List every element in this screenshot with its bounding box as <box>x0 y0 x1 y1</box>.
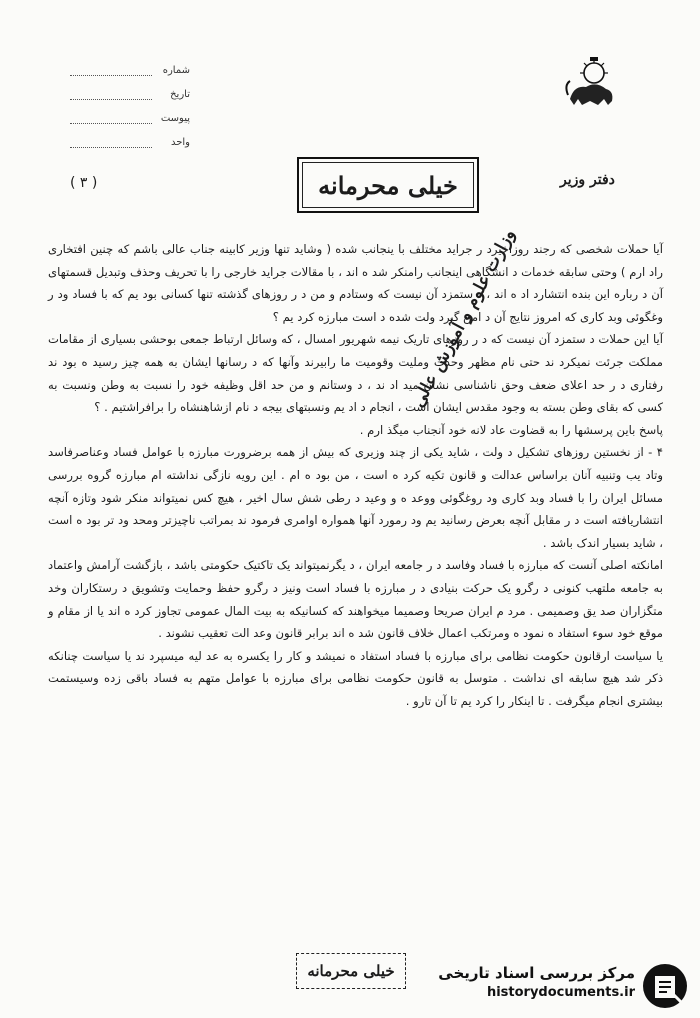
paragraph: یا سیاست ارقانون حکومت نظامی برای مبارزه با فساد استفاد ه نمیشد و کار را یکسره به عد لیه میسپرد ند یا سیاست چنانکه ذکر شد هیچ سابقه ای نداشت . متوسل به قانون حکومت نظامی برای مبارزه با عوامل متهم به فساد باقی زده وسیستمت بیشتری انجام میگرفت . تا اینکار را کرد یم تا آن تارو . <box>48 648 663 708</box>
field-dots <box>70 65 152 76</box>
archive-watermark <box>420 958 695 1014</box>
paragraph: امانکته اصلی آنست که مبارزه با فساد وفاسد د ر جامعه ایران ، د یگرنمیتواند یک تاکتیک حکومتی باشد ، بازگشت آرامش واعتماد به جامعه ملتهب کنونی د رگرو یک حرکت بنیادی د ر مبارزه با فساد است ونیز د رگرو حفظ وحمایت وتشویق د رستکاران وخد متگزاران صد یق وصمیمی . مرد م ایران صریحا وصمیما میخواهند که کسانیکه به بیت المال عمومی تجاوز کرد ه اند یا از مقام و موقع خود سوء استفاد ه نمود ه ومرتکب اعمال خلاف قانون شد ه اند برابر قانون وعد الت تعقیب نشوند . <box>48 558 663 641</box>
classification-stamp-bottom: خیلی محرمانه <box>296 953 406 989</box>
archive-logo-icon <box>641 962 689 1010</box>
watermark-title: مرکز بررسی اسناد تاریخی <box>438 964 635 982</box>
paragraph: پاسخ باین پرسشها را به قضاوت عاد لانه خود آنجناب میگذ ارم . <box>359 422 663 437</box>
watermark-text <box>438 964 635 1000</box>
paragraph: آیا حملات شخصی که رجند روزاخیرد ر جراید مختلف با ینجانب شده ( وشاید تنها وزیر کابینه جناب عالی باشم که چنین افتخاری راد ارم ) وحتی سابقه خدمات د انشگاهی اینجانب رامنکر شد ه اند ، با مقالات جراید خارجی را با تحریف وحذف وتبدیل قسمتهای آن د رباره این بنده انتشارد اد ه اند ، د ستمزد آن نیست که وستادم و من د ر روزهای گذشته تنها کسانی بود یم که با فساد ود ر وغگوئی وبد کاری که امروز نتایج آن د امن گیرد ولت شده د است مبارزه کرد یم ؟ <box>48 242 663 324</box>
field-label: پیوست <box>160 112 190 124</box>
field-dots <box>70 113 152 124</box>
watermark-url: historydocuments.ir <box>486 985 635 1000</box>
ministry-name: وزارت علوم و آموزش عالی <box>408 226 520 411</box>
office-name: دفتر وزیر <box>560 172 615 188</box>
lion-and-sun-emblem-icon <box>560 55 620 115</box>
field-label: شماره <box>162 64 190 76</box>
field-label: تاریخ <box>170 88 190 100</box>
field-label: واحد <box>170 136 190 148</box>
field-dots <box>70 89 152 100</box>
field-unit <box>70 130 190 154</box>
field-dots <box>70 137 152 148</box>
letter-body <box>48 238 663 712</box>
paragraph: ۴ - از نخستین روزهای تشکیل د ولت ، شاید یکی از چند وزیری که بیش از همه برضرورت مبارزه با عوامل فساد وعناصرفاسد وتاد یب وتنبیه آنان براساس عدالت و قانون تکیه کرد ه است ، من بود ه ام . این رویه نازگی نداشته ام مبارزه گروه بررسی مسائل ایران را با فساد وبد کاری ود روغگوئی ووعد ه و وعید د رطی شش سال اخیر ، هیچ کس نمیتواند منکر شود وتازه آنچه انتشاریافته است د ر مقابل آنچه بعرض رسانید یم ود رمورد آنها همواره اوامری فرمود ند بمراتب ناچیزتر ومحد ود تر بود ه است ، شاید بسیار اندک باشد . <box>48 445 663 550</box>
field-number <box>70 58 190 82</box>
page-number: ( ۳ ) <box>70 175 98 191</box>
field-date <box>70 82 190 106</box>
paragraph: آیا این حملات د ستمزد آن نیست که د ر روزهای تاریک نیمه شهریور امسال ، که وسائل ارتباط جمعی بوحشی بسیاری از مقامات مملکت جرئت نمیکرد ند حتی نام مظهر وحدت وملیت وقومیت ما رابیرند وآنها که د رسانها ایشان به همه چیز رسید ه بود ند رفتاری د ر حد اعلای ضعف وحق ناشناسی نشان مید اد ند ، د وستانم و من حد اقل وظیفه خود را نسبت به وطن ونسبت به کسی که بقای وطن بسته به وجود مقدس ایشان است ، انجام د اد یم ونسبتهای بیجه د نام ازشاهنشاه را برافراشتیم . ؟ <box>48 332 663 415</box>
field-attachment <box>70 106 190 130</box>
header-fields <box>70 58 190 154</box>
classification-stamp: خیلی محرمانه <box>297 157 479 213</box>
